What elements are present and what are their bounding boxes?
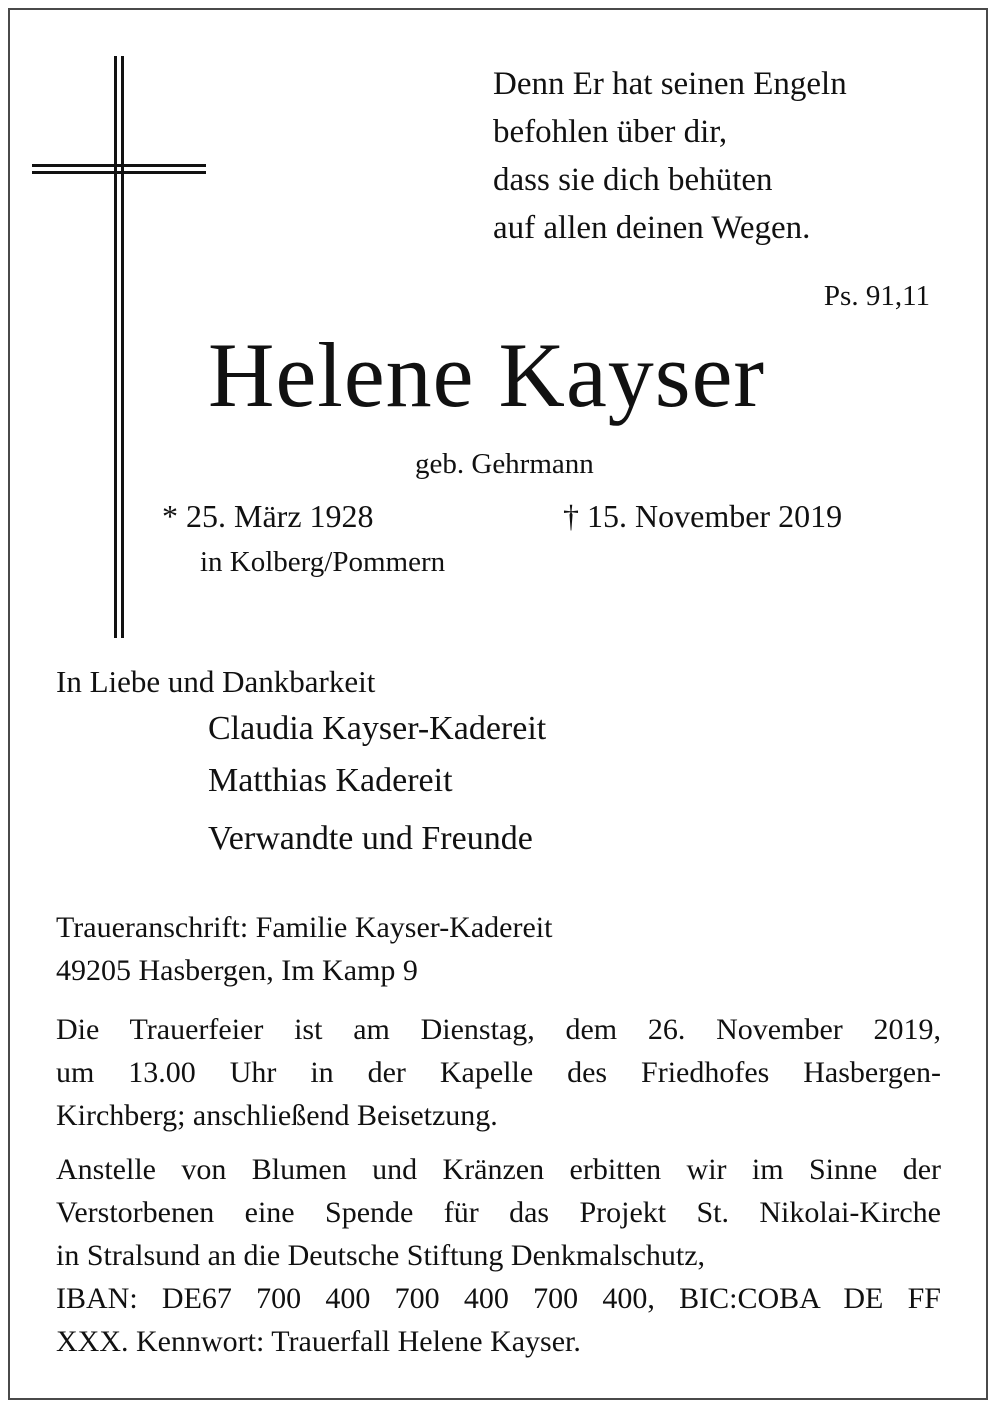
verse-line: Denn Er hat seinen Engeln bbox=[493, 66, 847, 102]
birth-date: * 25. März 1928 bbox=[162, 498, 374, 534]
donation-line: Verstorbenen eine Spende für das Projekt St. Nikolai-Kirche bbox=[56, 1196, 941, 1229]
verse-line: dass sie dich behüten bbox=[493, 162, 773, 198]
mourner-name: Matthias Kadereit bbox=[208, 762, 453, 799]
verse-line: auf allen deinen Wegen. bbox=[493, 210, 811, 246]
cross-icon bbox=[32, 56, 208, 638]
deceased-name: Helene Kayser bbox=[208, 324, 766, 426]
verse-line: befohlen über dir, bbox=[493, 114, 728, 150]
ceremony-line: Kirchberg; anschließend Beisetzung. bbox=[56, 1099, 498, 1132]
maiden-name: geb. Gehrmann bbox=[415, 448, 594, 480]
address-line: Traueranschrift: Familie Kayser-Kadereit bbox=[56, 911, 553, 944]
mourners-intro: In Liebe und Dankbarkeit bbox=[56, 664, 376, 699]
ceremony-paragraph bbox=[56, 1008, 941, 1137]
mourning-address bbox=[56, 906, 552, 992]
birthplace: in Kolberg/Pommern bbox=[200, 546, 446, 578]
donation-line: IBAN: DE67 700 400 700 400 700 400, BIC:COBA DE FF bbox=[56, 1282, 941, 1315]
address-line: 49205 Hasbergen, Im Kamp 9 bbox=[56, 954, 418, 987]
donation-paragraph bbox=[56, 1148, 941, 1363]
mourner-name: Claudia Kayser-Kadereit bbox=[208, 710, 547, 747]
donation-line: Anstelle von Blumen und Kränzen erbitten wir im Sinne der bbox=[56, 1153, 941, 1186]
verse-reference: Ps. 91,11 bbox=[823, 280, 930, 312]
mourner-name: Verwandte und Freunde bbox=[208, 820, 533, 857]
donation-line: XXX. Kennwort: Trauerfall Helene Kayser. bbox=[56, 1325, 581, 1358]
ceremony-line: Die Trauerfeier ist am Dienstag, dem 26. November 2019, bbox=[56, 1013, 941, 1046]
death-date: † 15. November 2019 bbox=[563, 498, 843, 534]
donation-line: in Stralsund an die Deutsche Stiftung Denkmalschutz, bbox=[56, 1239, 706, 1272]
bible-verse bbox=[493, 60, 847, 252]
ceremony-line: um 13.00 Uhr in der Kapelle des Friedhofes Hasbergen- bbox=[56, 1056, 941, 1089]
